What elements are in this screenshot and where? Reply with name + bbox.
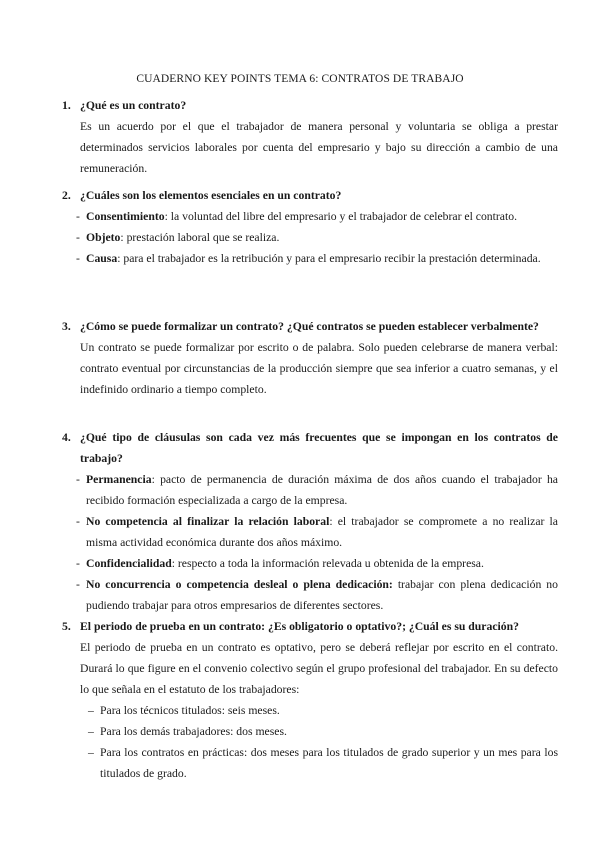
list-item: - No competencia al finalizar la relación laboral: el trabajador se compromete a no realizar la misma actividad económica durante dos años máximo. <box>76 515 558 549</box>
question-text: ¿Qué es un contrato? <box>80 99 187 112</box>
question-number: 1. <box>62 99 71 112</box>
list-item: - Objeto: prestación laboral que se realiza. <box>76 231 280 244</box>
question-5-answer: El periodo de prueba en un contrato es optativo, pero se deberá reflejar por escrito en el contrato. Durará lo que figure en el convenio colectivo según el grupo profesional del trabajador. En su defecto lo que señala en el estatuto de los trabajadores: <box>80 641 558 696</box>
list-item-text: : para el trabajador es la retribución y para el empresario recibir la prestación determinada. <box>117 252 541 265</box>
list-item: – Para los demás trabajadores: dos meses. <box>88 725 287 738</box>
list-item: - Confidencialidad: respecto a toda la información relevada u obtenida de la empresa. <box>76 557 484 570</box>
question-number: 4. <box>62 431 71 444</box>
question-number: 3. <box>62 320 71 333</box>
list-item-term: Objeto <box>86 231 121 244</box>
list-item: - Permanencia: pacto de permanencia de duración máxima de dos años cuando el trabajador ha recibido formación especializada a cargo de la empresa. <box>76 473 558 507</box>
list-item-text: : pacto de permanencia de duración máxima de dos años cuando el trabajador ha recibido formación especializada a cargo de la empresa. <box>86 473 558 507</box>
list-item-text: : el trabajador se compromete a no realizar la misma actividad económica durante dos años máximo. <box>86 515 558 549</box>
list-item-text: Para los demás trabajadores: dos meses. <box>100 725 287 738</box>
question-text: ¿Qué tipo de cláusulas son cada vez más frecuentes que se impongan en los contratos de trabajo? <box>80 431 558 465</box>
list-item-text: trabajar con plena dedicación no pudiendo trabajar para otros empresarios de diferentes sectores. <box>86 578 558 612</box>
question-5 <box>62 616 558 784</box>
question-3 <box>62 316 558 400</box>
question-text: ¿Cómo se puede formalizar un contrato? ¿Qué contratos se pueden establecer verbalmente? <box>80 320 539 333</box>
list-item-term: No concurrencia o competencia desleal o plena dedicación: <box>86 578 393 591</box>
question-3-answer: Un contrato se puede formalizar por escrito o de palabra. Solo pueden celebrarse de manera verbal: contrato eventual por circunstancias de la producción siempre que sea inferior a cuatro semanas, y el indefinido ordinario a tiempo completo. <box>80 341 558 396</box>
list-item: – Para los técnicos titulados: seis meses. <box>88 704 280 717</box>
list-item-term: Causa <box>86 252 118 265</box>
list-item-term: No competencia al finalizar la relación laboral <box>86 515 330 528</box>
list-item: - Consentimiento: la voluntad del libre del empresario y el trabajador de celebrar el contrato. <box>76 210 517 223</box>
question-2-heading <box>62 185 558 206</box>
list-item-text: : prestación laboral que se realiza. <box>120 231 280 244</box>
list-item-term: Consentimiento <box>86 210 165 223</box>
document-title: CUADERNO KEY POINTS TEMA 6: CONTRATOS DE TRABAJO <box>136 73 464 85</box>
list-item-text: Para los técnicos titulados: seis meses. <box>100 704 280 717</box>
question-3-heading <box>62 316 558 337</box>
question-1-heading <box>62 95 558 116</box>
question-4-heading <box>62 427 558 469</box>
question-number: 5. <box>62 620 71 633</box>
list-item-text: : la voluntad del libre del empresario y el trabajador de celebrar el contrato. <box>164 210 517 223</box>
question-5-heading <box>62 616 558 637</box>
question-text: ¿Cuáles son los elementos esenciales en un contrato? <box>80 189 342 202</box>
list-item: - No concurrencia o competencia desleal o plena dedicación: trabajar con plena dedicación no pudiendo trabajar para otros empresarios de diferentes sectores. <box>76 578 558 612</box>
list-item: - Causa: para el trabajador es la retribución y para el empresario recibir la prestación determinada. <box>76 252 541 265</box>
question-1 <box>62 95 558 179</box>
question-number: 2. <box>62 189 71 202</box>
list-item-term: Permanencia <box>86 473 152 486</box>
question-4 <box>62 427 558 616</box>
list-item-term: Confidencialidad <box>86 557 172 570</box>
question-2 <box>62 185 558 269</box>
question-1-answer: Es un acuerdo por el que el trabajador de manera personal y voluntaria se obliga a prestar determinados servicios laborales por cuenta del empresario y bajo su dirección a cambio de una remuneración. <box>80 120 558 175</box>
list-item: – Para los contratos en prácticas: dos meses para los titulados de grado superior y un mes para los titulados de grado. <box>88 746 558 780</box>
list-item-text: Para los contratos en prácticas: dos meses para los titulados de grado superior y un mes para los titulados de grado. <box>100 746 558 780</box>
question-text: El periodo de prueba en un contrato: ¿Es obligatorio o optativo?; ¿Cuál es su duración? <box>80 620 519 633</box>
list-item-text: : respecto a toda la información relevada u obtenida de la empresa. <box>171 557 484 570</box>
